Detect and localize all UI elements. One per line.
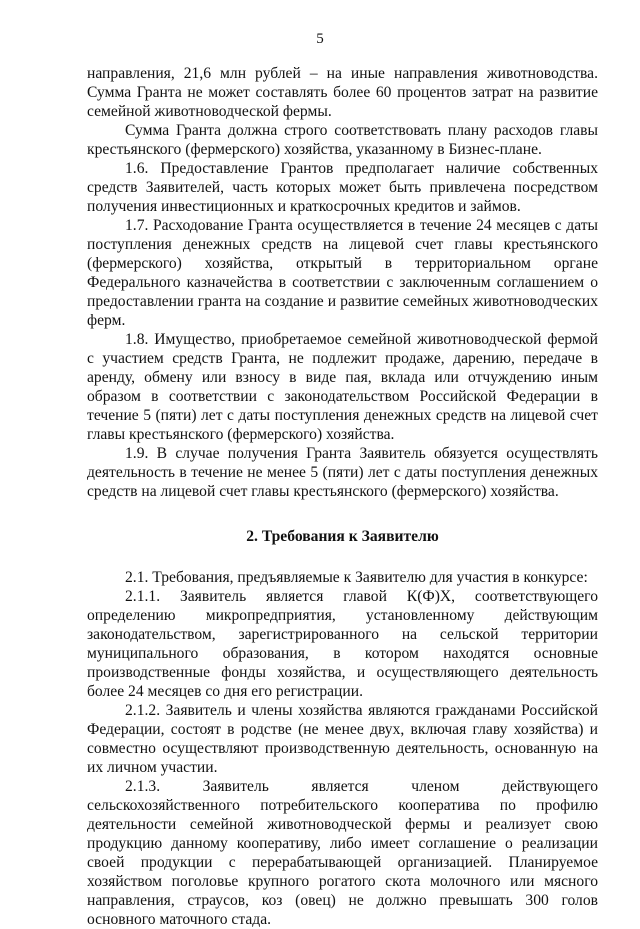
- paragraph-1-9: 1.9. В случае получения Гранта Заявитель обязуется осуществлять деятельность в течение не менее 5 (пяти) лет с даты поступления денежных средств на лицевой счет главы крестьянского (фермерского) хозяйства.: [87, 445, 598, 500]
- paragraph-1-6: 1.6. Предоставление Грантов предполагает наличие собственных средств Заявителей, часть которых может быть привлечена посредством получения инвестиционных и краткосрочных кредитов и займов.: [87, 160, 598, 215]
- paragraph-continuation: направления, 21,6 млн рублей – на иные направления животноводства. Сумма Гранта не может составлять более 60 процентов затрат на развитие семейной животноводческой фермы.: [87, 65, 598, 120]
- paragraph-2-1-2: 2.1.2. Заявитель и члены хозяйства являются гражданами Российской Федерации, состоят в родстве (не менее двух, включая главу хозяйства) и совместно осуществляют производственную деятельность, основанную на их личном участии.: [87, 702, 598, 776]
- paragraph-2-1: 2.1. Требования, предъявляемые к Заявителю для участия в конкурсе:: [125, 569, 588, 586]
- paragraph-1-8: 1.8. Имущество, приобретаемое семейной животноводческой фермой с участием средств Гранта, не подлежит продаже, дарению, передаче в аренду, обмену или взносу в виде пая, вклада или отчуждению иным образом в соответствии с законодательством Российской Федерации в течение 5 (пяти) лет с даты поступления денежных средств на лицевой счет главы крестьянского (фермерского) хозяйства.: [87, 331, 598, 443]
- section-heading: 2. Требования к Заявителю: [246, 528, 439, 545]
- paragraph-grant-amount: Сумма Гранта должна строго соответствовать плану расходов главы крестьянского (фермерского) хозяйства, указанному в Бизнес-плане.: [87, 122, 598, 158]
- page-number: 5: [316, 31, 324, 47]
- paragraph-1-7: 1.7. Расходование Гранта осуществляется в течение 24 месяцев с даты поступления денежных средств на лицевой счет главы крестьянского (фермерского) хозяйства, открытый в территориальном органе Федерального казначейства в соответствии с заключенным соглашением о предоставлении гранта на создание и развитие семейных животноводческих ферм.: [87, 217, 598, 329]
- paragraph-2-1-3: 2.1.3. Заявитель является членом действующего сельскохозяйственного потребительского кооператива по профилю деятельности семейной животноводческой фермы и реализует свою продукцию данному кооперативу, либо имеет соглашение о реализации своей продукции с перерабатывающей организацией. Планируемое хозяйством поголовье крупного рогатого скота молочного или мясного направления, страусов, коз (овец) не должно превышать 300 голов основного маточного стада.: [87, 778, 598, 928]
- paragraph-2-1-1: 2.1.1. Заявитель является главой К(Ф)Х, соответствующего определению микропредприятия, установленному действующим законодательством, зарегистрированного на сельской территории муниципального образования, в котором находятся основные производственные фонды хозяйства, и осуществляющего деятельность более 24 месяцев со дня его регистрации.: [87, 588, 598, 700]
- document-body: [87, 64, 598, 929]
